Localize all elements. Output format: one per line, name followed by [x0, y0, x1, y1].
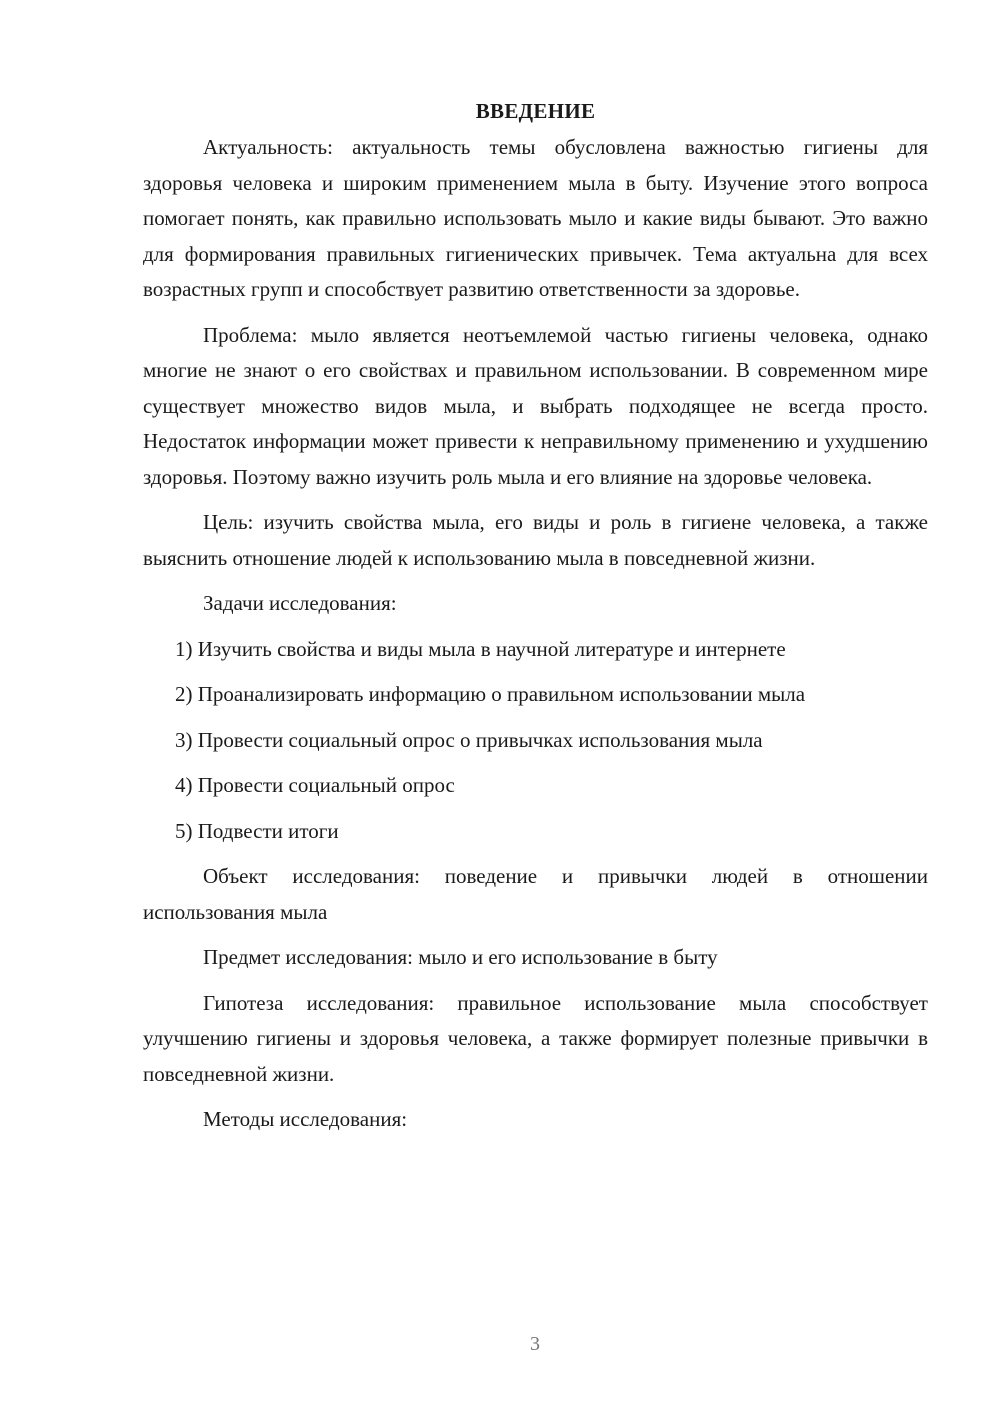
- task-item: 4) Провести социальный опрос: [175, 773, 455, 797]
- tasks-heading: Задачи исследования:: [203, 591, 397, 615]
- paragraph-object: Объект исследования: поведение и привычки людей в отношении использования мыла: [143, 864, 928, 924]
- paragraph-subject: Предмет исследования: мыло и его использование в быту: [203, 945, 718, 969]
- task-item: 3) Провести социальный опрос о привычках использования мыла: [175, 727, 763, 752]
- task-item: 1) Изучить свойства и виды мыла в научной литературе и интернете: [175, 636, 786, 661]
- paragraph-goal: Цель: изучить свойства мыла, его виды и роль в гигиене человека, а также выяснить отношение людей к использованию мыла в повседневной жизни.: [143, 510, 928, 570]
- page-number: 3: [530, 1333, 540, 1355]
- paragraph-problem: Проблема: мыло является неотъемлемой частью гигиены человека, однако многие не знают о его свойствах и правильном использовании. В современном мире существует множество видов мыла, и выбрать подходящее не всегда просто. Недостаток информации может привести к неправильному применению и ухудшению здоровья. Поэтому важно изучить роль мыла и его влияние на здоровье человека.: [143, 322, 928, 489]
- task-item: 2) Проанализировать информацию о правильном использовании мыла: [175, 682, 806, 706]
- document-page: [143, 96, 928, 1148]
- paragraph-hypothesis: Гипотеза исследования: правильное использование мыла способствует улучшению гигиены и здоровья человека, а также формирует полезные привычки в повседневной жизни.: [143, 990, 928, 1086]
- task-item: 5) Подвести итоги: [175, 818, 339, 843]
- section-title: ВВЕДЕНИЕ: [475, 99, 596, 123]
- methods-heading: Методы исследования:: [203, 1107, 408, 1131]
- paragraph-relevance: Актуальность: актуальность темы обусловлена важностью гигиены для здоровья человека и широким применением мыла в быту. Изучение этого вопроса помогает понять, как правильно использовать мыло и какие виды бывают. Это важно для формирования правильных гигиенических привычек. Тема актуальна для всех возрастных групп и способствует развитию ответственности за здоровье.: [143, 135, 928, 301]
